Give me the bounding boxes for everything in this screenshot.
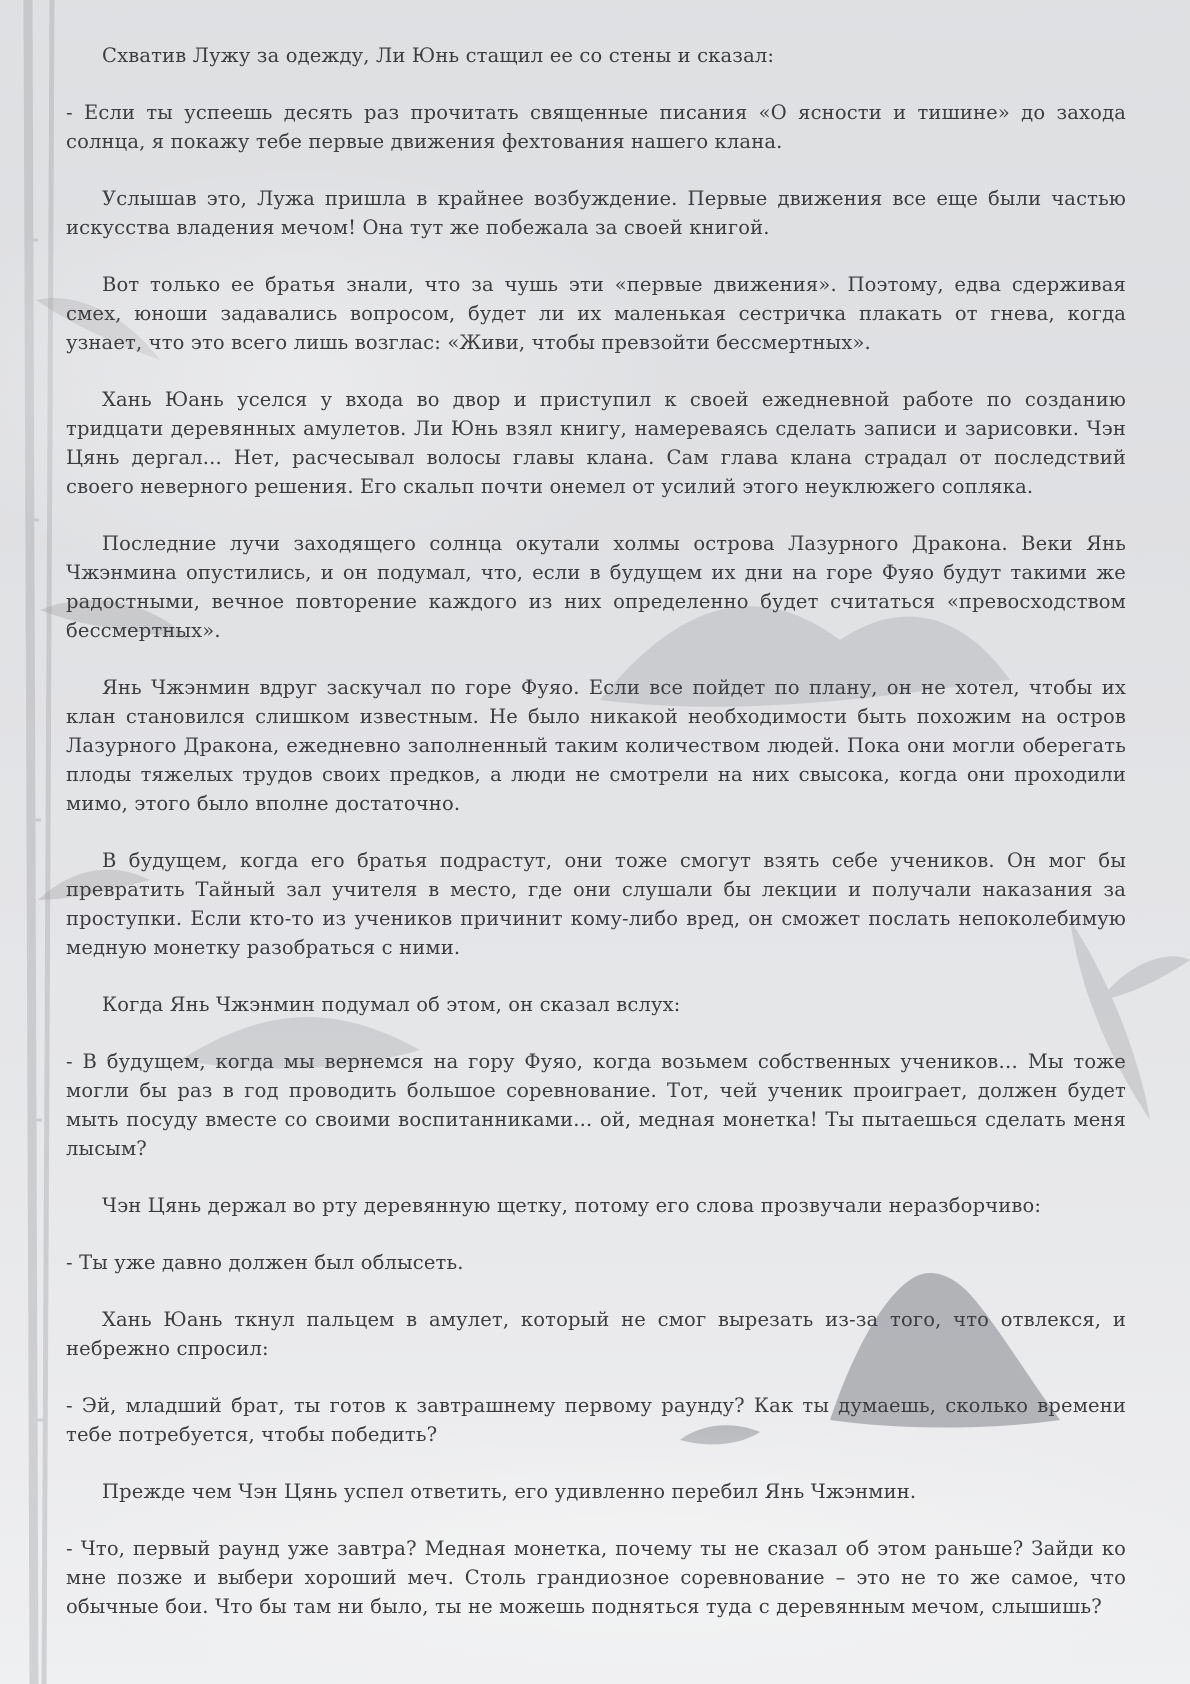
paragraph: В будущем, когда его братья подрастут, они тоже смогут взять себе учеников. Он мог бы превратить Тайный зал учителя в место, где они слушали бы лекции и получали наказания за проступки. Если кто-то из учеников причинит кому-либо вред, он сможет послать непоколебимую медную монетку разобраться с ними. <box>66 849 1126 959</box>
dialogue-paragraph: - Что, первый раунд уже завтра? Медная монетка, почему ты не сказал об этом раньше? Зайди ко мне позже и выбери хороший меч. Столь грандиозное соревнование – это не то же самое, что обычные бои. Что бы там ни было, ты не можешь подняться туда с деревянным мечом, слышишь? <box>66 1537 1126 1618</box>
paragraph: Чэн Цянь держал во рту деревянную щетку, потому его слова прозвучали неразборчиво: <box>102 1194 1042 1217</box>
dialogue-paragraph: - Ты уже давно должен был облысеть. <box>66 1251 464 1274</box>
dialogue-paragraph: - Эй, младший брат, ты готов к завтрашнему первому раунду? Как ты думаешь, сколько времени тебе потребуется, чтобы победить? <box>66 1394 1126 1446</box>
paragraph: Когда Янь Чжэнмин подумал об этом, он сказал вслух: <box>102 993 681 1016</box>
paragraph: Прежде чем Чэн Цянь успел ответить, его удивленно перебил Янь Чжэнмин. <box>102 1480 917 1503</box>
paragraph: Вот только ее братья знали, что за чушь эти «первые движения». Поэтому, едва сдерживая смех, юноши задавались вопросом, будет ли их маленькая сестричка плакать от гнева, когда узнает, что это всего лишь возглас: «Живи, чтобы превзойти бессмертных». <box>66 273 1126 354</box>
dialogue-paragraph: - В будущем, когда мы вернемся на гору Фуяо, когда возьмем собственных учеников… Мы тоже могли бы раз в год проводить большое соревнование. Тот, чей ученик проиграет, должен будет мыть посуду вместе со своими воспитанниками... ой, медная монетка! Ты пытаешься сделать меня лысым? <box>66 1050 1126 1160</box>
paragraph: Хань Юань уселся у входа во двор и приступил к своей ежедневной работе по созданию тридцати деревянных амулетов. Ли Юнь взял книгу, намереваясь сделать записи и зарисовки. Чэн Цянь дергал... Нет, расчесывал волосы главы клана. Сам глава клана страдал от последствий своего неверного решения. Его скальп почти онемел от усилий этого неуклюжего сопляка. <box>66 388 1126 498</box>
dialogue-paragraph: - Если ты успеешь десять раз прочитать священные писания «О ясности и тишине» до захода солнца, я покажу тебе первые движения фехтования нашего клана. <box>66 101 1126 153</box>
paragraph: Схватив Лужу за одежду, Ли Юнь стащил ее со стены и сказал: <box>102 44 775 67</box>
paragraph: Хань Юань ткнул пальцем в амулет, который не смог вырезать из-за того, что отвлекся, и небрежно спросил: <box>66 1308 1126 1360</box>
paragraph: Янь Чжэнмин вдруг заскучал по горе Фуяо. Если все пойдет по плану, он не хотел, чтобы их клан становился слишком известным. Не было никакой необходимости быть похожим на остров Лазурного Дракона, ежедневно заполненный таким количеством людей. Пока они могли оберегать плоды тяжелых трудов своих предков, а люди не смотрели на них свысока, когда они проходили мимо, этого было вполне достаточно. <box>66 676 1126 815</box>
paragraph: Услышав это, Лужа пришла в крайнее возбуждение. Первые движения все еще были частью искусства владения мечом! Она тут же побежала за своей книгой. <box>66 187 1126 239</box>
text-column <box>66 41 1126 1649</box>
paragraph: Последние лучи заходящего солнца окутали холмы острова Лазурного Дракона. Веки Янь Чжэнмина опустились, и он подумал, что, если в будущем их дни на горе Фуяо будут такими же радостными, вечное повторение каждого из них определенно будет считаться «превосходством бессмертных». <box>66 532 1126 642</box>
